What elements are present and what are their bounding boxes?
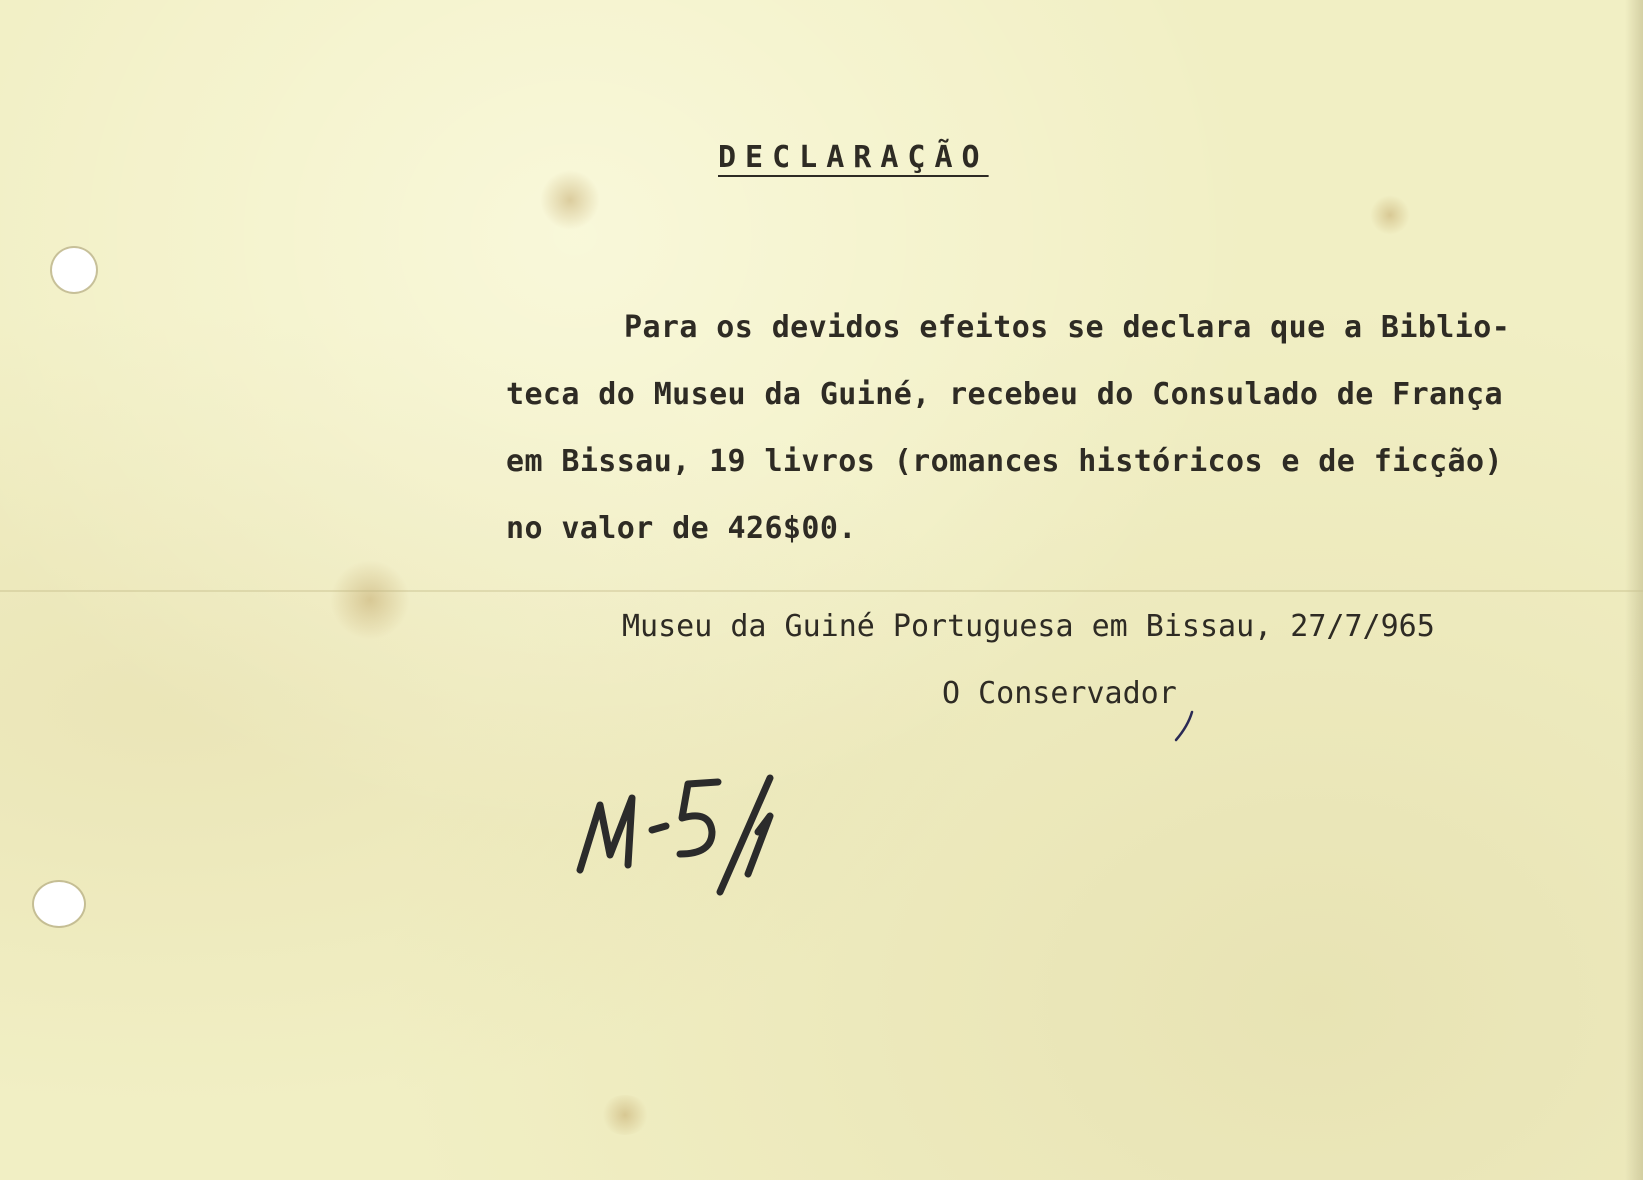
paper-stain	[600, 1095, 650, 1135]
body-line-4: no valor de 426$00.	[506, 511, 857, 546]
handwritten-reference-mark	[570, 770, 820, 910]
place-and-date: Museu da Guiné Portuguesa em Bissau, 27/7/965	[622, 609, 1435, 644]
punch-hole-bottom	[34, 882, 84, 926]
paper-stain	[1370, 195, 1410, 235]
paper-fold	[0, 590, 1643, 592]
paper-edge	[1625, 0, 1643, 1180]
body-line-3: em Bissau, 19 livros (romances históricos e de ficção)	[506, 444, 1503, 479]
signatory-title: O Conservador	[942, 676, 1177, 711]
body-line-2: teca do Museu da Guiné, recebeu do Consulado de França	[506, 377, 1503, 412]
document-title: DECLARAÇÃO	[718, 140, 989, 175]
body-line-1: Para os devidos efeitos se declara que a Biblio-	[624, 310, 1511, 345]
paper-stain	[330, 560, 410, 640]
punch-hole-top	[52, 248, 96, 292]
pen-stroke-icon	[1170, 708, 1200, 744]
paper-stain	[540, 170, 600, 230]
